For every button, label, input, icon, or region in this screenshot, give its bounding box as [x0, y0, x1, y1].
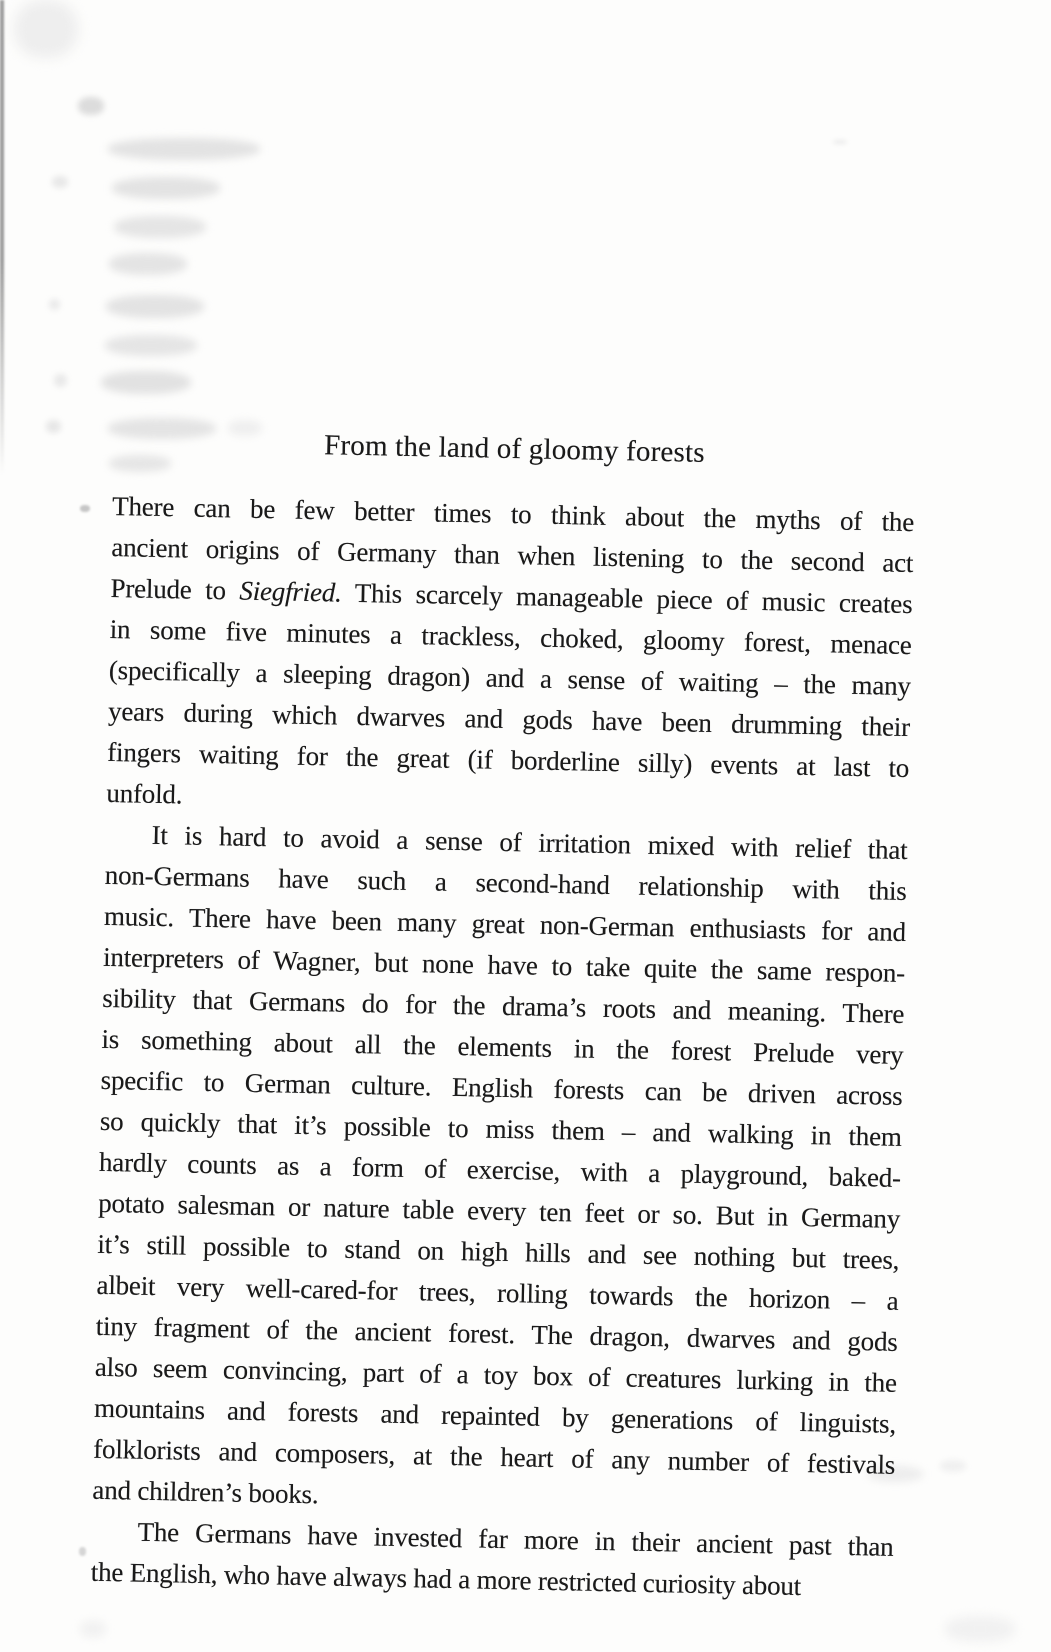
text-line: the English, who have always had a more restricted curiosity about: [90, 1556, 802, 1602]
ghost-mark: [78, 97, 104, 115]
text-line: fingers waiting for the great (if borderline silly) events at last to: [106, 736, 910, 784]
bottom-smudge: [945, 1616, 1015, 1642]
text-block: [90, 418, 915, 1609]
left-edge-shadow: [0, 0, 4, 475]
text-line: is something about all the elements in the forest Prelude very: [101, 1023, 904, 1070]
paragraph: [92, 814, 908, 1527]
margin-speck: [79, 1547, 86, 1556]
text-line: so quickly that it’s possible to miss them – and walking in them: [99, 1105, 903, 1152]
ghost-mark: [109, 253, 187, 275]
text-line: also seem convincing, part of a toy box of creatures lurking in the: [94, 1351, 898, 1398]
ghost-mark: [49, 299, 60, 310]
text-line: Prelude to Siegfried. This scarcely manageable piece of music creates: [110, 572, 913, 620]
text-line: specific to German culture. English forests can be driven across: [100, 1064, 903, 1111]
ghost-mark: [106, 295, 204, 318]
text-line: There can be few better times to think about the myths of the: [111, 490, 915, 538]
ghost-mark: [101, 371, 191, 394]
ghost-mark: [108, 138, 260, 160]
ghost-mark: [114, 216, 206, 238]
text-line: non-Germans have such a second-hand relationship with this: [104, 859, 907, 907]
ghost-mark: [54, 374, 67, 387]
text-line: sibility that Germans do for the drama’s roots and meaning. There: [102, 982, 905, 1029]
text-line: interpreters of Wagner, but none have to take quite the same respon-: [102, 941, 906, 988]
text-line: it’s still possible to stand on high hills and see nothing but trees,: [97, 1228, 900, 1275]
text-line: hardly counts as a form of exercise, with a playground, baked-: [98, 1146, 902, 1193]
text-line: years during which dwarves and gods have been drumming their: [107, 695, 911, 743]
paragraph: [106, 486, 914, 830]
text-line: tiny fragment of the ancient forest. The dragon, dwarves and gods: [95, 1310, 898, 1357]
ghost-mark: [46, 420, 61, 433]
text-line: in some five minutes a trackless, choked, gloomy forest, menace: [109, 613, 912, 661]
text-line: (specifically a sleeping dragon) and a sense of waiting – the many: [108, 654, 912, 702]
text-line: potato salesman or nature table every ten feet or so. But in Germany: [97, 1187, 901, 1234]
bottom-smudge: [80, 1620, 106, 1638]
corner-smudge: [14, 0, 78, 58]
paragraphs: [90, 486, 914, 1609]
text-line: folklorists and composers, at the heart of any number of festivals: [93, 1433, 896, 1480]
paragraph: [90, 1511, 893, 1609]
text-line: and children’s books.: [92, 1474, 319, 1510]
text-line: mountains and forests and repainted by generations of linguists,: [93, 1392, 897, 1439]
italic-text: Siegfried.: [239, 575, 342, 608]
text-line: It is hard to avoid a sense of irritation mixed with relief that: [151, 819, 908, 866]
text-line: unfold.: [106, 777, 183, 810]
margin-speck: [80, 505, 90, 512]
faint-dash: [833, 140, 847, 144]
right-smudge: [940, 1460, 966, 1472]
ghost-mark: [105, 335, 197, 356]
text-line: albeit very well-cared-for trees, rolling towards the horizon – a: [96, 1269, 899, 1316]
text-line: ancient origins of Germany than when listening to the second act: [111, 531, 914, 579]
chapter-title: From the land of gloomy forests: [323, 429, 706, 469]
ghost-mark: [112, 177, 220, 199]
text-line: music. There have been many great non-German enthusiasts for and: [103, 900, 907, 947]
ghost-mark: [52, 176, 68, 188]
text-line: The Germans have invested far more in their ancient past than: [137, 1516, 894, 1562]
